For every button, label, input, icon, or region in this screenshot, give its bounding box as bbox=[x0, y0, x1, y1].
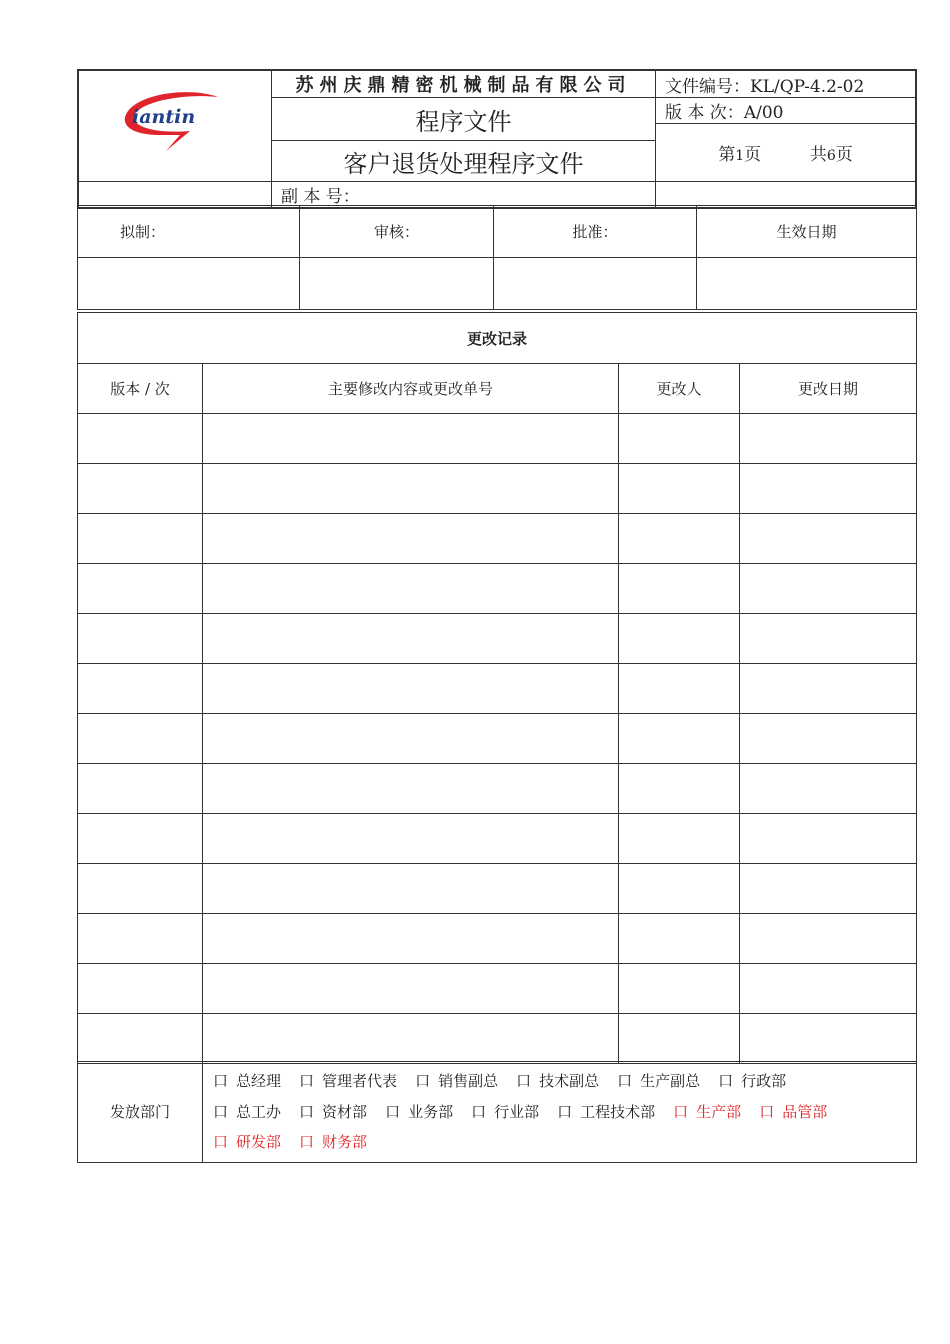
record-cell[interactable] bbox=[619, 564, 740, 614]
record-cell[interactable] bbox=[619, 414, 740, 464]
record-cell[interactable] bbox=[619, 1014, 740, 1064]
table-row bbox=[78, 514, 917, 564]
record-cell[interactable] bbox=[203, 664, 619, 714]
record-cell[interactable] bbox=[203, 1014, 619, 1064]
doc-number-label: 文件编号： bbox=[665, 76, 750, 97]
department-item[interactable] bbox=[516, 1066, 599, 1097]
table-row bbox=[78, 414, 917, 464]
checkbox-icon[interactable]: 口 bbox=[557, 1102, 573, 1121]
doc-type: 程序文件 bbox=[272, 98, 656, 141]
record-cell[interactable] bbox=[740, 764, 917, 814]
review-sign-cell[interactable] bbox=[300, 258, 494, 310]
change-record-title: 更改记录 bbox=[78, 313, 917, 364]
department-item[interactable] bbox=[299, 1127, 367, 1158]
draft-sign-cell[interactable] bbox=[78, 258, 300, 310]
page-number: 1 bbox=[735, 148, 745, 164]
logo-cell bbox=[78, 70, 272, 182]
checkbox-icon[interactable]: 口 bbox=[718, 1072, 734, 1090]
review-label: 审核： bbox=[300, 206, 494, 258]
table-row bbox=[78, 864, 917, 914]
record-cell[interactable] bbox=[619, 964, 740, 1014]
record-cell[interactable] bbox=[203, 614, 619, 664]
record-cell[interactable] bbox=[619, 764, 740, 814]
effective-date-cell[interactable] bbox=[697, 258, 917, 310]
record-cell[interactable] bbox=[203, 964, 619, 1014]
table-row bbox=[78, 764, 917, 814]
record-cell[interactable] bbox=[619, 714, 740, 764]
table-row bbox=[78, 564, 917, 614]
department-name: 技术副总 bbox=[539, 1072, 600, 1090]
record-cell[interactable] bbox=[740, 464, 917, 514]
record-cell[interactable] bbox=[619, 514, 740, 564]
record-cell[interactable] bbox=[203, 564, 619, 614]
checkbox-icon[interactable]: 口 bbox=[617, 1072, 633, 1090]
department-item[interactable] bbox=[617, 1066, 700, 1097]
approve-sign-cell[interactable] bbox=[494, 258, 697, 310]
record-cell[interactable] bbox=[203, 714, 619, 764]
department-item[interactable] bbox=[213, 1066, 281, 1097]
table-row bbox=[78, 664, 917, 714]
department-name: 管理者代表 bbox=[322, 1072, 398, 1090]
table-row bbox=[78, 814, 917, 864]
record-cell[interactable] bbox=[78, 614, 203, 664]
record-cell[interactable] bbox=[78, 914, 203, 964]
checkbox-icon[interactable]: 口 bbox=[415, 1072, 431, 1090]
department-name: 财务部 bbox=[322, 1133, 368, 1151]
table-row bbox=[78, 914, 917, 964]
record-cell[interactable] bbox=[740, 1014, 917, 1064]
department-item[interactable] bbox=[718, 1066, 786, 1097]
checkbox-icon[interactable]: 口 bbox=[213, 1133, 229, 1151]
record-cell[interactable] bbox=[740, 664, 917, 714]
checkbox-icon[interactable]: 口 bbox=[299, 1133, 315, 1151]
doc-version bbox=[656, 98, 917, 124]
company-name: 苏州庆鼎精密机械制品有限公司 bbox=[272, 70, 656, 98]
checkbox-icon[interactable]: 口 bbox=[471, 1102, 487, 1121]
record-cell[interactable] bbox=[78, 414, 203, 464]
record-cell[interactable] bbox=[740, 414, 917, 464]
table-row bbox=[78, 964, 917, 1014]
change-record-table bbox=[77, 312, 917, 1064]
department-item[interactable] bbox=[299, 1066, 397, 1097]
checkbox-icon[interactable]: 口 bbox=[385, 1102, 401, 1121]
record-cell[interactable] bbox=[78, 564, 203, 614]
department-item[interactable] bbox=[471, 1097, 539, 1128]
record-cell[interactable] bbox=[203, 514, 619, 564]
checkbox-icon[interactable]: 口 bbox=[213, 1072, 229, 1090]
copy-number: 副 本 号： bbox=[272, 182, 656, 209]
record-cell[interactable] bbox=[203, 764, 619, 814]
department-name: 工程技术部 bbox=[580, 1102, 656, 1121]
record-cell[interactable] bbox=[78, 464, 203, 514]
record-cell[interactable] bbox=[740, 964, 917, 1014]
record-cell[interactable] bbox=[203, 914, 619, 964]
table-row bbox=[78, 714, 917, 764]
record-cell[interactable] bbox=[78, 514, 203, 564]
department-name: 总经理 bbox=[236, 1072, 282, 1090]
record-cell[interactable] bbox=[740, 864, 917, 914]
col-changer: 更改人 bbox=[619, 364, 740, 414]
department-name: 生产副总 bbox=[640, 1072, 701, 1090]
record-cell[interactable] bbox=[740, 614, 917, 664]
distribution-table bbox=[77, 1061, 917, 1163]
version-value: A/00 bbox=[743, 103, 784, 123]
checkbox-icon[interactable]: 口 bbox=[299, 1102, 315, 1121]
approval-table bbox=[77, 205, 917, 310]
department-item[interactable] bbox=[213, 1097, 281, 1128]
record-cell[interactable] bbox=[203, 464, 619, 514]
page-suffix: 页 bbox=[744, 145, 762, 165]
version-label: 版 本 次： bbox=[665, 103, 744, 123]
department-item[interactable] bbox=[299, 1097, 367, 1128]
distribution-label: 发放部门 bbox=[78, 1062, 203, 1163]
checkbox-icon[interactable]: 口 bbox=[299, 1072, 315, 1090]
department-name: 行业部 bbox=[494, 1102, 540, 1121]
checkbox-icon[interactable]: 口 bbox=[673, 1102, 689, 1121]
department-name: 资材部 bbox=[322, 1102, 368, 1121]
col-content: 主要修改内容或更改单号 bbox=[203, 364, 619, 414]
department-name: 销售副总 bbox=[438, 1072, 499, 1090]
record-cell[interactable] bbox=[78, 814, 203, 864]
department-item[interactable] bbox=[673, 1097, 741, 1128]
table-row bbox=[78, 614, 917, 664]
department-item[interactable] bbox=[759, 1097, 827, 1128]
col-change-date: 更改日期 bbox=[740, 364, 917, 414]
department-item[interactable] bbox=[415, 1066, 498, 1097]
record-cell[interactable] bbox=[78, 1014, 203, 1064]
record-cell[interactable] bbox=[203, 814, 619, 864]
record-cell[interactable] bbox=[203, 864, 619, 914]
record-cell[interactable] bbox=[619, 814, 740, 864]
page-info bbox=[656, 124, 917, 182]
department-name: 品管部 bbox=[782, 1102, 828, 1121]
draft-label: 拟制： bbox=[78, 206, 300, 258]
record-cell[interactable] bbox=[740, 514, 917, 564]
checkbox-icon[interactable]: 口 bbox=[759, 1102, 775, 1121]
record-cell[interactable] bbox=[78, 864, 203, 914]
department-name: 业务部 bbox=[408, 1102, 454, 1121]
page-prefix: 第 bbox=[718, 145, 736, 165]
department-name: 总工办 bbox=[236, 1102, 282, 1121]
col-version: 版本 / 次 bbox=[78, 364, 203, 414]
record-cell[interactable] bbox=[740, 814, 917, 864]
doc-number-value: KL/QP-4.2-02 bbox=[750, 76, 865, 97]
department-list bbox=[203, 1062, 917, 1163]
total-pages: 6 bbox=[826, 148, 836, 164]
document-header bbox=[77, 69, 917, 209]
department-item[interactable] bbox=[557, 1097, 655, 1128]
total-suffix: 页 bbox=[835, 145, 853, 165]
record-cell[interactable] bbox=[619, 864, 740, 914]
checkbox-icon[interactable]: 口 bbox=[516, 1072, 532, 1090]
department-item[interactable] bbox=[385, 1097, 453, 1128]
checkbox-icon[interactable]: 口 bbox=[213, 1102, 229, 1121]
doc-number bbox=[656, 70, 917, 98]
doc-title: 客户退货处理程序文件 bbox=[272, 141, 656, 182]
logo-text: iantin bbox=[132, 105, 196, 128]
table-row bbox=[78, 1014, 917, 1064]
record-cell[interactable] bbox=[740, 564, 917, 614]
record-cell[interactable] bbox=[78, 964, 203, 1014]
record-cell[interactable] bbox=[619, 464, 740, 514]
record-cell[interactable] bbox=[619, 614, 740, 664]
department-item[interactable] bbox=[213, 1127, 281, 1158]
department-name: 行政部 bbox=[741, 1072, 787, 1090]
effective-date-label: 生效日期 bbox=[697, 206, 917, 258]
record-cell[interactable] bbox=[740, 714, 917, 764]
record-cell[interactable] bbox=[78, 664, 203, 714]
total-prefix: 共 bbox=[809, 145, 827, 165]
department-name: 生产部 bbox=[696, 1102, 742, 1121]
record-cell[interactable] bbox=[78, 714, 203, 764]
record-cell[interactable] bbox=[619, 664, 740, 714]
record-cell[interactable] bbox=[619, 914, 740, 964]
department-name: 研发部 bbox=[236, 1133, 282, 1151]
table-row bbox=[78, 464, 917, 514]
record-cell[interactable] bbox=[740, 914, 917, 964]
company-logo-icon bbox=[120, 89, 230, 159]
approve-label: 批准： bbox=[494, 206, 697, 258]
record-cell[interactable] bbox=[78, 764, 203, 814]
record-cell[interactable] bbox=[203, 414, 619, 464]
